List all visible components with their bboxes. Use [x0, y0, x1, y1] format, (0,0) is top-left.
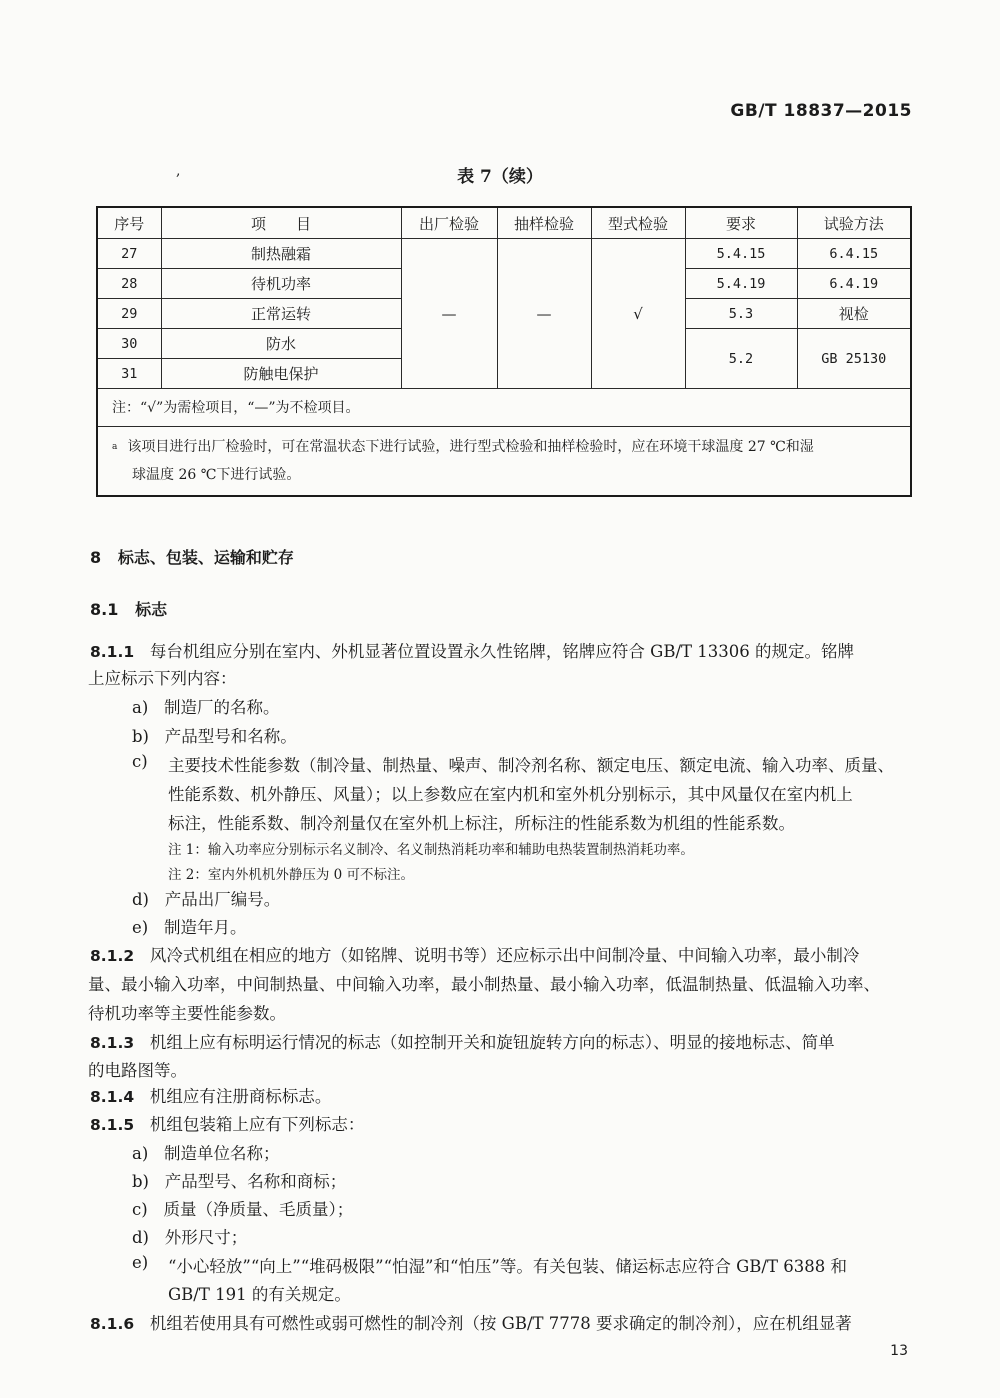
paragraph-line: 性能系数、机外静压、风量）；以上参数应在室内机和室外机分别标示，其中风量仅在室内机上: [168, 785, 853, 804]
paragraph-line: 上应标示下列内容：: [88, 669, 237, 688]
merged-factory: —: [401, 239, 497, 389]
footnote-marker: a: [112, 442, 118, 452]
list-item: d) 外形尺寸；: [132, 1228, 248, 1247]
paragraph-line: 的电路图等。: [88, 1061, 187, 1080]
row-no: 29: [97, 299, 161, 329]
list-item: b) 产品型号和名称。: [132, 727, 297, 746]
clause-8-1-5: 8.1.5 机组包装箱上应有下列标志：: [90, 1115, 365, 1134]
row-method: 视检: [797, 299, 911, 329]
paragraph-line: 待机功率等主要性能参数。: [88, 1004, 286, 1023]
row-requirement: 5.3: [685, 299, 797, 329]
row-item: 待机功率: [161, 269, 401, 299]
col-header-requirement: 要求: [685, 207, 797, 239]
paragraph-line: “小心轻放”“向上”“堆码极限”“怕湿”和“怕压”等。有关包装、储运标志应符合 GB/T 6388 和: [168, 1257, 847, 1276]
table-title: 表 7（续）: [457, 167, 543, 187]
list-item: e): [132, 1253, 149, 1272]
footnote-line: 该项目进行出厂检验时，可在常温状态下进行试验，进行型式检验和抽样检验时，应在环境干球温度 27 ℃和湿: [127, 439, 814, 455]
list-item: c): [132, 752, 148, 771]
table-note: 注：“√”为需检项目，“—”为不检项目。: [97, 389, 911, 427]
merged-method: GB 25130: [797, 329, 911, 389]
row-no: 27: [97, 239, 161, 269]
row-item: 制热融霜: [161, 239, 401, 269]
row-requirement: 5.4.15: [685, 239, 797, 269]
page-number: 13: [890, 1343, 908, 1359]
row-method: 6.4.19: [797, 269, 911, 299]
list-item: c) 质量（净质量、毛质量）；: [132, 1200, 354, 1219]
merged-requirement: 5.2: [685, 329, 797, 389]
row-no: 31: [97, 359, 161, 389]
paragraph-line: 主要技术性能参数（制冷量、制热量、噪声、制冷剂名称、额定电压、额定电流、输入功率、质量、: [168, 756, 894, 775]
row-item: 正常运转: [161, 299, 401, 329]
row-item: 防水: [161, 329, 401, 359]
clause-8-1-2: 8.1.2 风冷式机组在相应的地方（如铭牌、说明书等）还应标示出中间制冷量、中间输入功率，最小制冷: [90, 946, 860, 965]
col-header-method: 试验方法: [797, 207, 911, 239]
col-header-sampling: 抽样检验: [497, 207, 591, 239]
subsection-heading: 8.1 标志: [90, 600, 168, 619]
row-no: 28: [97, 269, 161, 299]
col-header-item: 项 目: [161, 207, 401, 239]
list-item: a) 制造单位名称；: [132, 1144, 280, 1163]
standard-code: GB/T 18837—2015: [730, 101, 912, 121]
row-method: 6.4.15: [797, 239, 911, 269]
list-item: a) 制造厂的名称。: [132, 698, 280, 717]
merged-sampling: —: [497, 239, 591, 389]
merged-type: √: [591, 239, 685, 389]
footnote-line: 球温度 26 ℃下进行试验。: [132, 467, 301, 483]
paragraph-line: 标注，性能系数、制冷剂量仅在室外机上标注，所标注的性能系数为机组的性能系数。: [168, 814, 795, 833]
list-item: e) 制造年月。: [132, 918, 247, 937]
note: 注 2：室内外机机外静压为 0 可不标注。: [168, 867, 415, 883]
scan-mark: ,: [176, 163, 181, 179]
clause-8-1-1: 8.1.1 每台机组应分别在室内、外机显著位置设置永久性铭牌，铭牌应符合 GB/T 13306 的规定。铭牌: [90, 642, 854, 661]
col-header-no: 序号: [97, 207, 161, 239]
section-heading: 8 标志、包装、运输和贮存: [90, 548, 294, 567]
row-no: 30: [97, 329, 161, 359]
col-header-type: 型式检验: [591, 207, 685, 239]
list-item: d) 产品出厂编号。: [132, 890, 281, 909]
paragraph-line: 量、最小输入功率，中间制热量、中间输入功率，最小制热量、最小输入功率，低温制热量、低温输入功率、: [88, 975, 880, 994]
clause-8-1-6: 8.1.6 机组若使用具有可燃性或弱可燃性的制冷剂（按 GB/T 7778 要求确定的制冷剂），应在机组显著: [90, 1314, 852, 1333]
row-requirement: 5.4.19: [685, 269, 797, 299]
list-item: b) 产品型号、名称和商标；: [132, 1172, 347, 1191]
col-header-factory: 出厂检验: [401, 207, 497, 239]
row-item: 防触电保护: [161, 359, 401, 389]
clause-8-1-3: 8.1.3 机组上应有标明运行情况的标志（如控制开关和旋钮旋转方向的标志）、明显的接地标志、简单: [90, 1033, 835, 1052]
paragraph-line: GB/T 191 的有关规定。: [168, 1285, 351, 1304]
section-8-body: [88, 0, 910, 1398]
note: 注 1：输入功率应分别标示名义制冷、名义制热消耗功率和辅助电热装置制热消耗功率。: [168, 842, 694, 858]
clause-8-1-4: 8.1.4 机组应有注册商标标志。: [90, 1087, 332, 1106]
